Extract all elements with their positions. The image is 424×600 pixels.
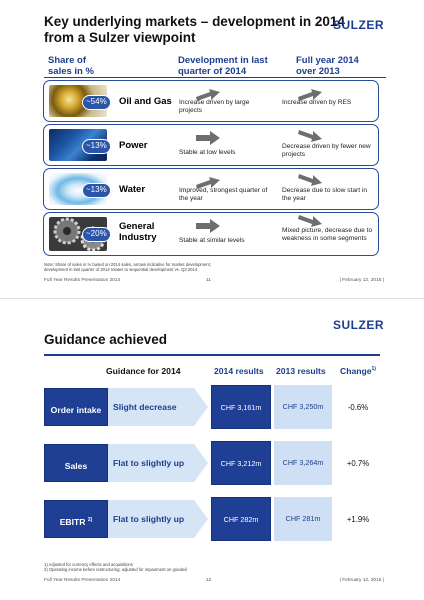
- market-row-water: [43, 168, 379, 210]
- column-header-guidance: Guidance for 2014: [106, 366, 181, 376]
- change-value: +1.9%: [346, 515, 370, 524]
- column-header-change: Change$^{1)}$: [340, 366, 376, 376]
- market-name: Power: [119, 140, 148, 151]
- slide-title: Key underlying markets – development in 2014 from a Sulzer viewpoint: [44, 14, 345, 45]
- result-2013: CHF 3,250m: [274, 385, 332, 429]
- footer-date: | February 12, 2015 |: [339, 578, 384, 583]
- arrow-right-icon: [196, 219, 220, 233]
- footer-date: | February 12, 2015 |: [339, 278, 384, 283]
- development-text: Increase driven by large projects: [179, 99, 250, 115]
- market-name: Water: [119, 184, 146, 195]
- result-2014: CHF 3,161m: [211, 385, 271, 429]
- market-row-power: [43, 124, 379, 166]
- sulzer-logo: SULZER: [333, 318, 384, 332]
- development-text: Stable at similar levels: [179, 237, 245, 244]
- change-value: +0.7%: [346, 459, 370, 468]
- footer-title: Full Year Results Presentation 2014: [44, 578, 121, 583]
- arrow-down-right-icon: [298, 130, 322, 144]
- result-2013: CHF 281m: [274, 497, 332, 541]
- metric-label: Order intake: [44, 388, 108, 426]
- slide-guidance: [0, 300, 424, 600]
- header-underline: [44, 77, 386, 78]
- page-divider: [0, 298, 424, 299]
- sulzer-logo: SULZER: [333, 18, 384, 32]
- arrow-down-right-icon: [298, 174, 322, 188]
- guidance-text: Flat to slightly up: [113, 514, 185, 524]
- header-full-year: Full year 2014 over 2013: [296, 55, 359, 77]
- slide-title: Guidance achieved: [44, 332, 168, 347]
- development-text: Improved, strongest quarter of the year: [179, 187, 268, 203]
- slide-footnotes: 1) Adjusted for currency effects and acquisitions 2) Operating income before restructuring; adjusted for impairment on goodwil: [44, 562, 187, 573]
- footer-page-number: 11: [206, 278, 211, 283]
- result-2013: CHF 3,264m: [274, 441, 332, 485]
- change-value: -0.6%: [347, 403, 369, 412]
- footer-page-number: 12: [206, 578, 212, 583]
- market-row-general-industry: [43, 212, 379, 256]
- metric-label: EBITR $^{2)}$: [44, 500, 108, 538]
- guidance-text: Slight decrease: [113, 402, 177, 412]
- metric-label: Sales: [44, 444, 108, 482]
- result-2014: CHF 3,212m: [211, 441, 271, 485]
- column-header-2014: 2014 results: [214, 366, 264, 376]
- share-badge: ~20%: [82, 227, 111, 242]
- market-name: General Industry: [119, 221, 157, 243]
- title-underline: [44, 354, 380, 356]
- share-badge: ~13%: [82, 139, 111, 154]
- market-row-oil-gas: [43, 80, 379, 122]
- arrow-right-icon: [196, 131, 220, 145]
- header-share: Share of sales in %: [48, 55, 94, 77]
- development-text: Stable at low levels: [179, 149, 236, 156]
- full-year-text: Mixed picture, decrease due to weakness in some segments: [282, 227, 373, 243]
- slide-note: Note: Share of sales in % based on 2014 sales, arrows indicative for market development; development in last quarter of 2014 relates to sequential development vs. Q3 2014: [44, 262, 211, 272]
- market-name: Oil and Gas: [119, 96, 172, 107]
- full-year-text: Decrease due to slow start in the year: [282, 187, 368, 203]
- column-header-2013: 2013 results: [276, 366, 326, 376]
- share-badge: ~54%: [82, 95, 111, 110]
- header-development: Development in last quarter of 2014: [178, 55, 268, 77]
- result-2014: CHF 282m: [211, 497, 271, 541]
- share-badge: ~13%: [82, 183, 111, 198]
- footer-title: Full Year Results Presentation 2014: [44, 278, 121, 283]
- full-year-text: Decrease driven by fewer new projects: [282, 143, 371, 159]
- full-year-text: Increase driven by RES: [282, 99, 352, 106]
- guidance-text: Flat to slightly up: [113, 458, 185, 468]
